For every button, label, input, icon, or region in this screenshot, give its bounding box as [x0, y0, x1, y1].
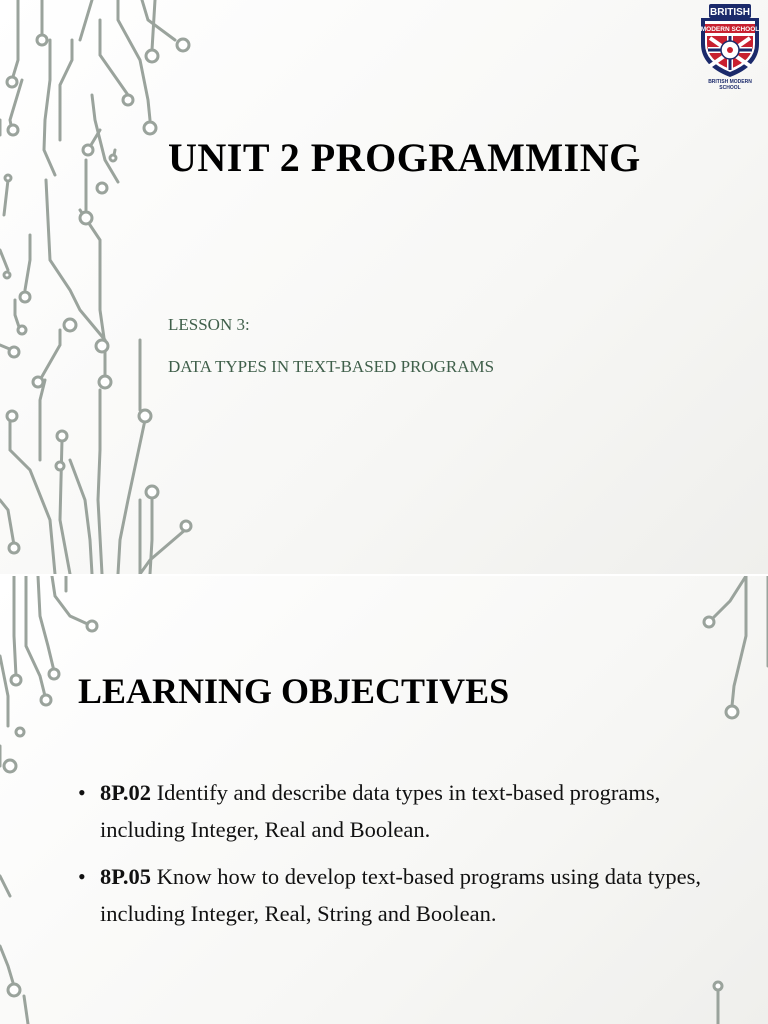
logo-top-text: BRITISH: [710, 7, 750, 18]
logo-caption: BRITISH MODERN SCHOOL: [708, 79, 752, 91]
circuit-decoration-left: [0, 0, 200, 574]
lesson-label: LESSON 3:: [168, 315, 250, 334]
logo-band-text: MODERN SCHOOL: [700, 26, 760, 33]
school-crest-icon: [698, 2, 762, 78]
bullet-dot: •: [78, 780, 86, 805]
objective-text: Know how to develop text-based programs using data types, including Integer, Real, String and Boolean.: [100, 864, 701, 926]
school-logo: [698, 2, 762, 90]
objective-item: [78, 774, 718, 848]
objectives-title: LEARNING OBJECTIVES: [78, 671, 510, 711]
lesson-title: DATA TYPES IN TEXT-BASED PROGRAMS: [168, 357, 495, 376]
objective-text: Identify and describe data types in text-based programs, including Integer, Real and Boolean.: [100, 780, 661, 842]
objective-code: 8P.05: [100, 864, 152, 889]
bullet-dot: •: [78, 864, 86, 889]
objective-code: 8P.02: [100, 780, 152, 805]
objective-item: [78, 858, 718, 932]
unit-title: UNIT 2 PROGRAMMING: [168, 135, 641, 180]
